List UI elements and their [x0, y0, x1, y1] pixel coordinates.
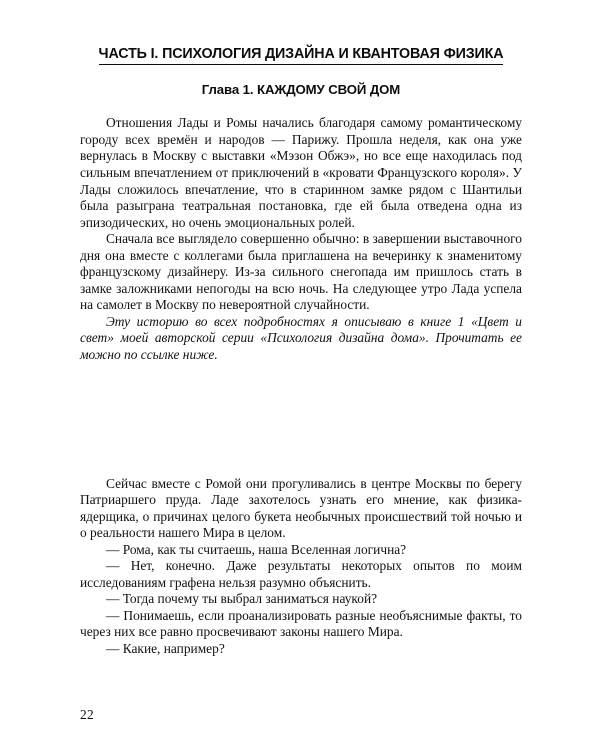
dialogue-line-3: — Тогда почему ты выбрал заниматься наукой? [106, 591, 378, 607]
paragraph-3-italic-note: Эту историю во всех подробностях я описываю в книге 1 «Цвет и свет» моей авторской серии «Психология дизайна дома». Прочитать ее можно по ссылке ниже. [80, 313, 522, 363]
lower-text-block [80, 476, 522, 658]
part-title-text: ЧАСТЬ I. ПСИХОЛОГИЯ ДИЗАЙНА И КВАНТОВАЯ ФИЗИКА [99, 46, 504, 65]
page-content-column [80, 0, 522, 658]
paragraph-1: Отношения Лады и Ромы начались благодаря самому романтическому городу всех времён и народов — Парижу. Прошла неделя, как она уже вернулась в Москву с выставки «Мэзон Обжэ», но все еще находилась под сильным впечатлением от приключений в «кровати Французского короля». У Лады сложилось впечатление, что в старинном замке рядом с Шантильи была разыграна театральная постановка, где ей была отведена одна из эпизодических, но очень эмоциональных ролей. [80, 115, 522, 230]
upper-text-block [80, 98, 522, 363]
dialogue-line-1: — Рома, как ты считаешь, наша Вселенная логична? [106, 541, 407, 557]
illustration-placeholder [80, 364, 522, 476]
part-title [80, 0, 522, 64]
paragraph-4: Сейчас вместе с Ромой они прогуливались в центре Москвы по берегу Патриаршего пруда. Ладе захотелось узнать его мнение, как физика-ядерщика, о причинах целого букета необычных происшествий той ночью и о реальности нашего Мира в целом. [80, 475, 522, 541]
chapter-title: Глава 1. КАЖДОМУ СВОЙ ДОМ [201, 81, 401, 97]
page-number: 22 [80, 707, 94, 722]
dialogue-line-4: — Понимаешь, если проанализировать разные необъяснимые факты, то через них все равно просвечивают законы нашего Мира. [80, 607, 522, 640]
dialogue-line-5: — Какие, например? [106, 641, 225, 657]
paragraph-2: Сначала все выглядело совершенно обычно: в завершении выставочного дня она вместе с коллегами была приглашена на вечеринку к знаменитому французскому дизайнеру. Из-за сильного снегопада им пришлось стать в замке заложниками непогоды на всю ночь. На следующее утро Лада успела на самолет в Москву по невероятной случайности. [80, 231, 522, 313]
dialogue-line-2: — Нет, конечно. Даже результаты некоторых опытов по моим исследованиям графена нельзя разумно объяснить. [80, 558, 522, 590]
